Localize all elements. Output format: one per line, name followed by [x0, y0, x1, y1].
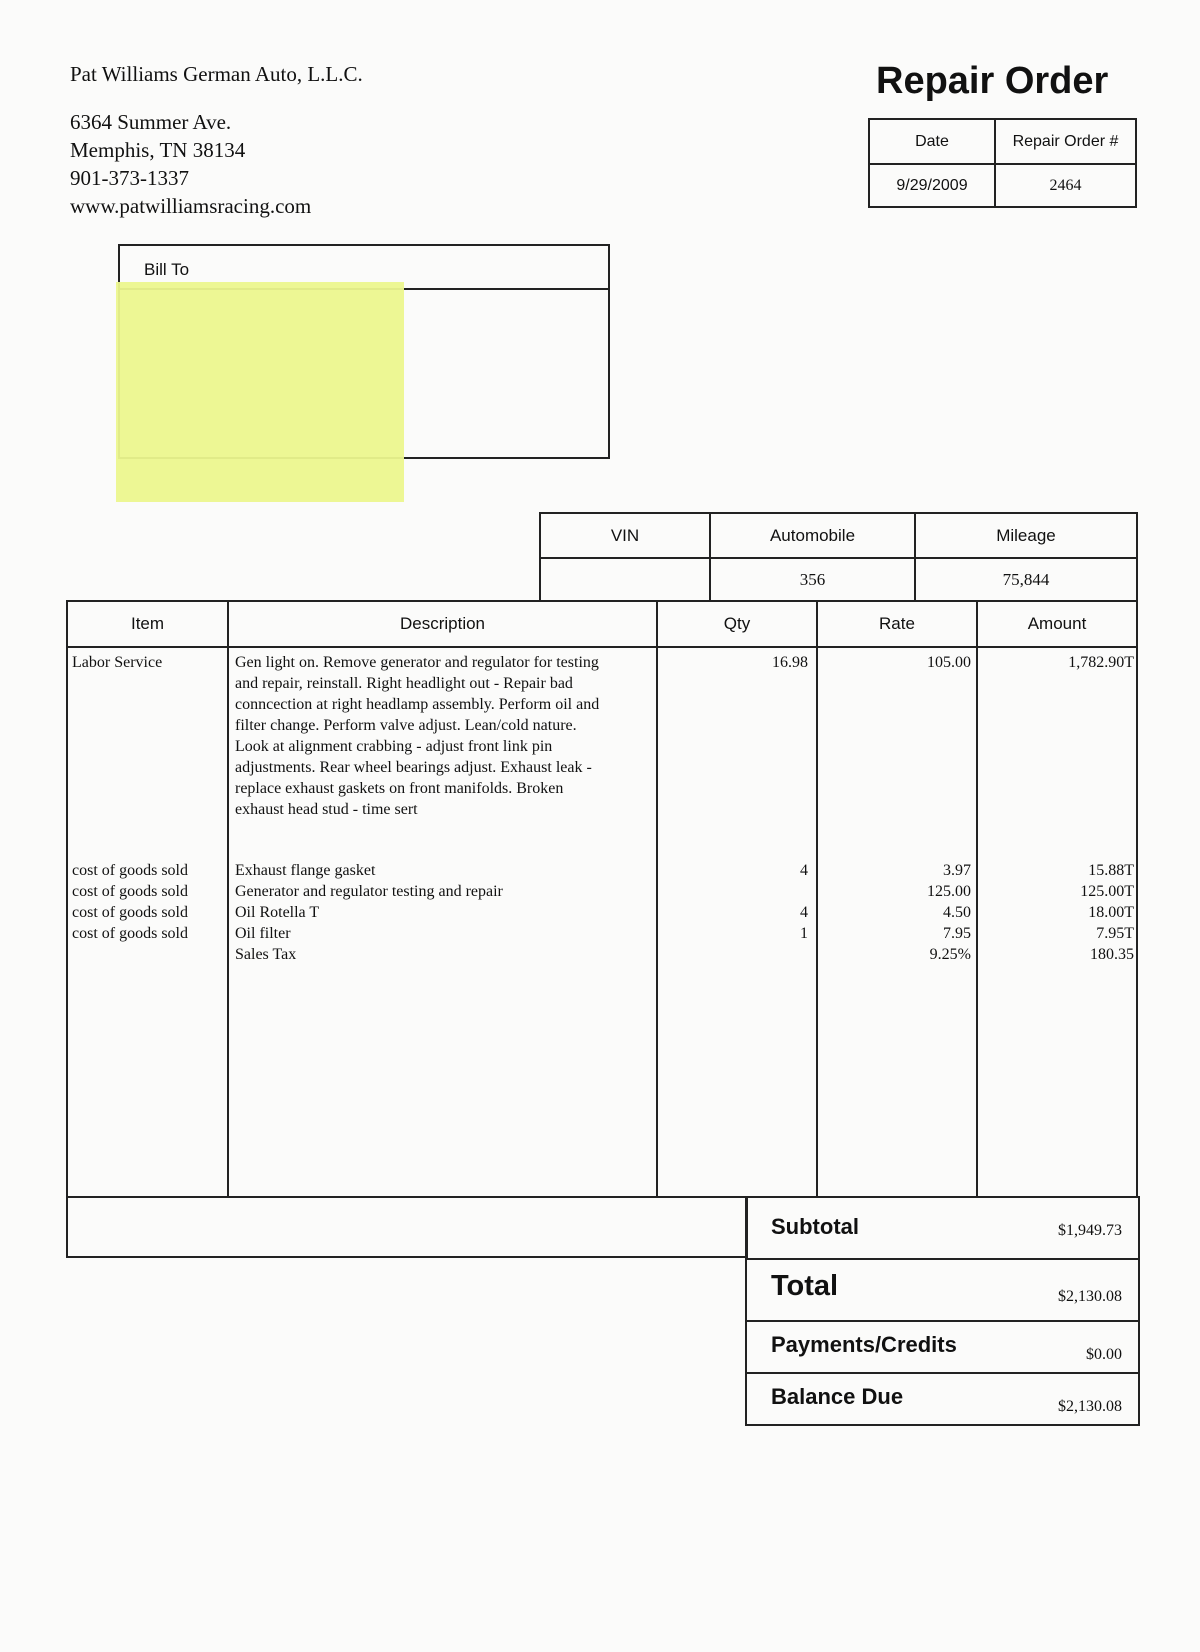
items-table [66, 600, 1138, 1198]
company-city: Memphis, TN 38134 [70, 138, 246, 162]
header-rate: Rate [879, 614, 915, 633]
payments-label: Payments/Credits [771, 1332, 957, 1357]
row-item: cost of goods sold [72, 862, 188, 879]
row-description: Exhaust flange gasket [235, 862, 376, 879]
company-phone: 901-373-1337 [70, 166, 189, 190]
subtotal-value: $1,949.73 [1058, 1222, 1122, 1239]
labor-rate: 105.00 [927, 654, 971, 671]
balance-due-value: $2,130.08 [1058, 1398, 1122, 1415]
row-amount: 15.88T [1088, 862, 1134, 879]
row-rate: 125.00 [927, 883, 971, 900]
labor-description [235, 652, 655, 820]
labor-description-line: adjustments. Rear wheel bearings adjust. Exhaust leak - [235, 759, 592, 776]
bill-to-label: Bill To [144, 260, 190, 279]
row-qty: 4 [800, 862, 808, 879]
labor-item: Labor Service [72, 654, 163, 671]
total-value: $2,130.08 [1058, 1288, 1122, 1305]
row-rate: 3.97 [943, 862, 971, 879]
row-amount: 180.35 [1090, 946, 1134, 963]
mileage-label: Mileage [996, 525, 1056, 545]
balance-due-label: Balance Due [771, 1384, 904, 1409]
labor-qty: 16.98 [772, 654, 808, 671]
document-title: Repair Order [876, 60, 1109, 102]
row-item: cost of goods sold [72, 883, 188, 900]
row-description: Generator and regulator testing and repair [235, 883, 503, 900]
sticky-note-redaction [116, 282, 404, 502]
row-item: cost of goods sold [72, 925, 188, 942]
row-description: Sales Tax [235, 946, 297, 963]
row-qty [658, 881, 808, 902]
automobile-value: 356 [799, 569, 826, 589]
row-rate-column [818, 860, 971, 965]
labor-description-line: replace exhaust gaskets on front manifolds. Broken [235, 780, 564, 797]
labor-description-line: exhaust head stud - time sert [235, 801, 418, 818]
vehicle-box [539, 512, 1138, 602]
totals-notes-area [66, 1196, 748, 1258]
order-number-label: Repair Order # [1012, 132, 1119, 150]
labor-description-line: filter change. Perform valve adjust. Lean/cold nature. [235, 717, 577, 734]
order-number: 2464 [1049, 176, 1082, 194]
labor-description-line: Look at alignment crabbing - adjust front link pin [235, 738, 553, 755]
mileage-value: 75,844 [1002, 569, 1050, 589]
header-qty: Qty [723, 614, 751, 633]
vin-value [541, 559, 709, 600]
labor-description-line: and repair, reinstall. Right headlight out - Repair bad [235, 675, 573, 692]
header-item: Item [130, 614, 165, 633]
row-amount: 18.00T [1088, 904, 1134, 921]
row-amount: 7.95T [1096, 925, 1134, 942]
row-qty [658, 944, 808, 965]
automobile-label: Automobile [769, 525, 856, 545]
payments-value: $0.00 [1086, 1346, 1122, 1363]
row-amount: 125.00T [1080, 883, 1134, 900]
company-address [70, 108, 311, 220]
row-description-column [235, 860, 503, 965]
total-label: Total [771, 1270, 839, 1302]
order-info-box [868, 118, 1137, 208]
labor-description-line: conncection at right headlamp assembly. Perform oil and [235, 696, 600, 713]
header-description: Description [399, 614, 486, 633]
company-name: Pat Williams German Auto, L.L.C. [70, 62, 363, 86]
company-website: www.patwilliamsracing.com [70, 194, 312, 218]
row-qty: 1 [800, 925, 808, 942]
row-rate: 4.50 [943, 904, 971, 921]
row-rate: 9.25% [929, 946, 971, 963]
order-date: 9/29/2009 [896, 176, 968, 194]
row-amount-column [978, 860, 1134, 965]
vin-label: VIN [610, 525, 640, 545]
subtotal-label: Subtotal [771, 1214, 859, 1239]
row-items-column [72, 860, 188, 965]
row-description: Oil filter [235, 925, 291, 942]
row-item: cost of goods sold [72, 904, 188, 921]
header-amount: Amount [1027, 614, 1087, 633]
labor-amount: 1,782.90T [1068, 654, 1134, 671]
company-street: 6364 Summer Ave. [70, 110, 232, 134]
date-label: Date [915, 132, 949, 150]
totals-box [745, 1196, 1140, 1426]
row-qty-column [658, 860, 808, 965]
row-item [72, 944, 188, 965]
labor-description-line: Gen light on. Remove generator and regulator for testing [235, 654, 599, 671]
row-description: Oil Rotella T [235, 904, 320, 921]
row-qty: 4 [800, 904, 808, 921]
row-rate: 7.95 [943, 925, 971, 942]
